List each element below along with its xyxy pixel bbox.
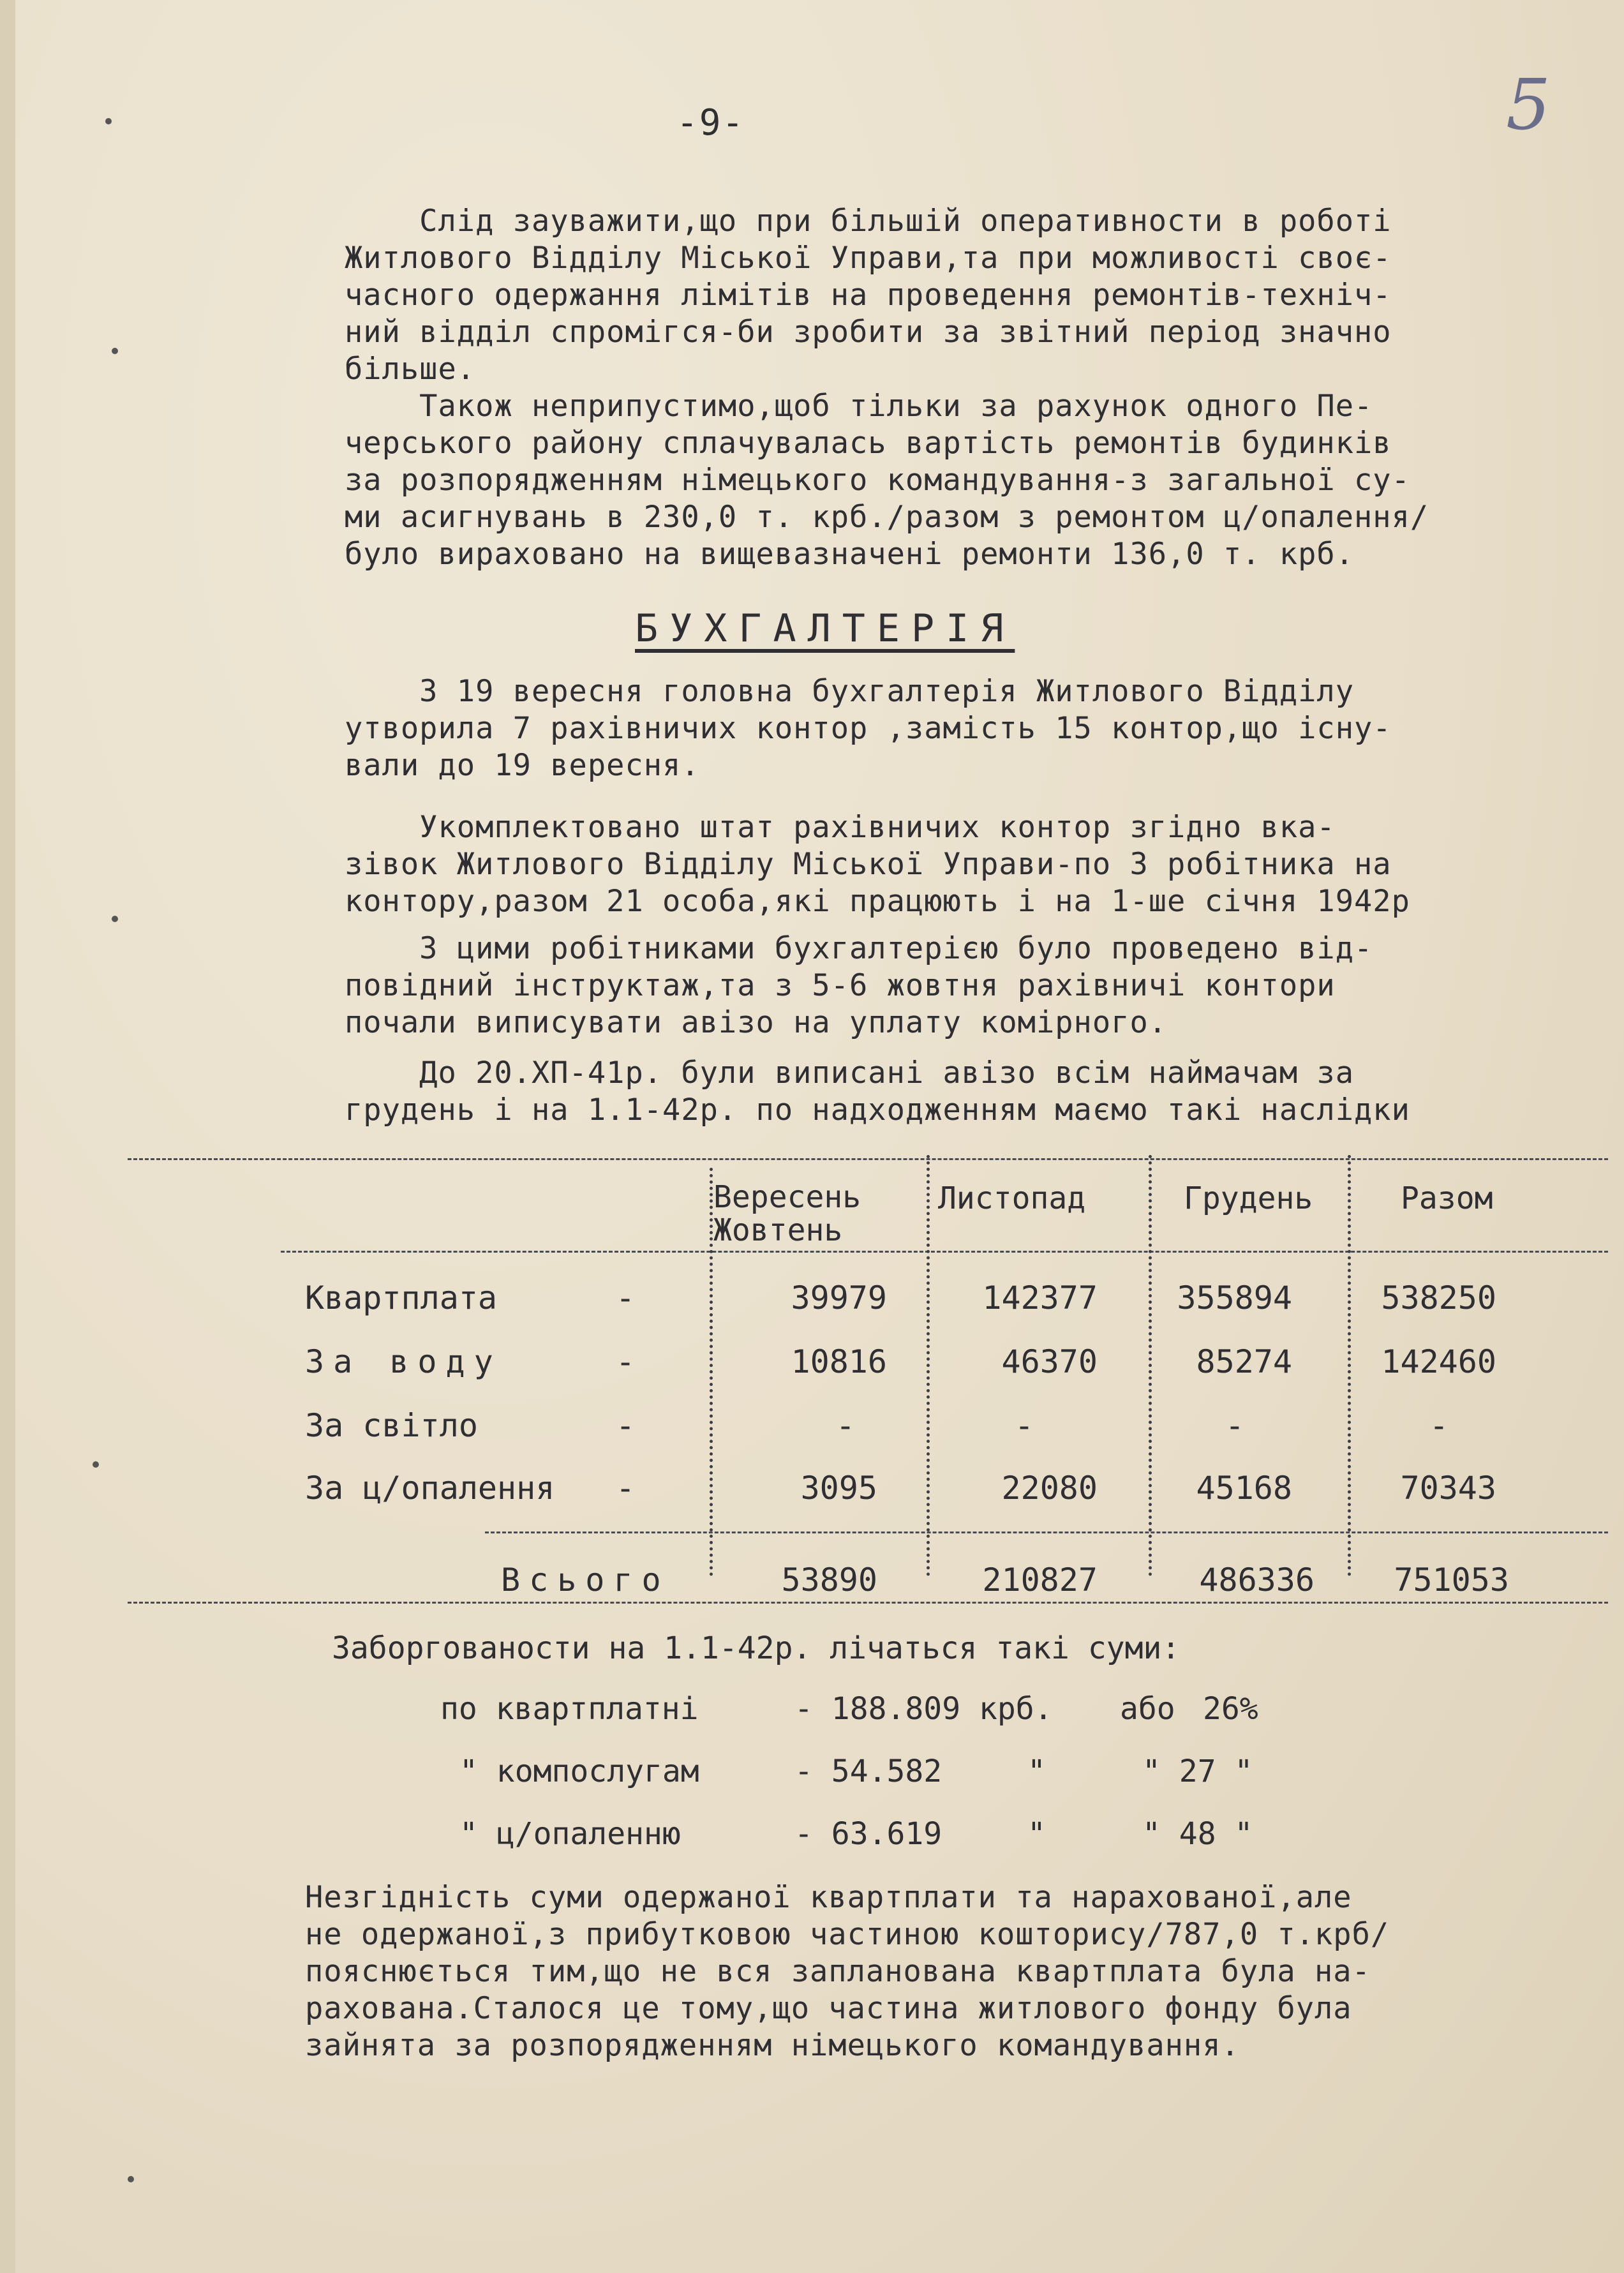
debt-amount: - 63.619: [794, 1816, 942, 1852]
table-cell: 355894: [1177, 1279, 1292, 1316]
mark-dot: [105, 118, 112, 124]
table-header-sep-oct: Вересень Жовтень: [713, 1179, 861, 1248]
debt-word: або: [1120, 1691, 1175, 1727]
table-cell: 46370: [1001, 1343, 1098, 1380]
table-column-divider: [710, 1168, 713, 1576]
debt-word: ": [1027, 1816, 1046, 1852]
table-header-dec: Грудень: [1184, 1181, 1313, 1216]
table-cell: 10816: [791, 1343, 887, 1380]
table-cell: 3095: [800, 1470, 877, 1507]
table-row-label: За світло: [305, 1407, 478, 1444]
table-rule-header: [281, 1251, 1608, 1253]
debt-pct: 26%: [1203, 1691, 1258, 1727]
mark-dot: [93, 1461, 99, 1468]
table-column-divider: [927, 1155, 930, 1576]
table-cell: 85274: [1196, 1343, 1292, 1380]
table-rule-sum: [485, 1531, 1608, 1533]
table-row-dash: -: [616, 1407, 636, 1444]
table-total-label: Всього: [501, 1561, 670, 1599]
mark-dot: [112, 348, 118, 354]
folio-number: 5: [1506, 64, 1551, 145]
section-heading: БУХГАЛТЕРІЯ: [635, 606, 1015, 651]
table-row-label: За ц/опалення: [305, 1470, 555, 1507]
table-cell: 22080: [1001, 1470, 1098, 1507]
table-cell: -: [835, 1407, 855, 1444]
table-column-divider: [1348, 1155, 1351, 1576]
table-row-dash: -: [616, 1470, 636, 1507]
table-row-label: За воду: [305, 1343, 502, 1380]
paragraph-6: До 20.ХП-41р. були виписані авізо всім наймачам за грудень і на 1.1-42р. по надходженням маємо такі наслідки: [345, 1055, 1410, 1128]
table-rule-bottom: [128, 1602, 1608, 1604]
table-cell: 142460: [1381, 1343, 1496, 1380]
debt-label: " компослугам: [459, 1754, 699, 1789]
closing-paragraph: Незгідність суми одержаної квартплати та нарахованої,але не одержаної,з прибутковою частиною кошторису/787,0 т.крб/ пояснюється тим,що не вся запланована квартплата була на- рахована.Сталося це тому,що частина житлового фонду була зайнята за розпорядженням німецького командування.: [305, 1880, 1390, 2063]
table-cell: 45168: [1196, 1470, 1292, 1507]
table-cell: 70343: [1400, 1470, 1496, 1507]
debt-pct: " 48 ": [1142, 1816, 1253, 1852]
table-header-nov: Листопад: [938, 1181, 1086, 1216]
debt-amount: - 54.582: [794, 1754, 942, 1789]
debts-intro: Заборгованости на 1.1-42р. лічаться такі суми:: [332, 1630, 1181, 1666]
debt-label: по квартплатні: [440, 1691, 699, 1727]
table-rule-top: [128, 1158, 1608, 1160]
paragraph-1: Слід зауважити,що при більшій оперативности в роботі Житлового Відділу Міської Управи,та при можливості своє- часного одержання лімітів на проведення ремонтів-техніч- ний відділ спромігся-би зробити за звітний період значно більше.: [345, 204, 1392, 387]
paragraph-2: Також неприпустимо,щоб тільки за рахунок одного Пе- черського району сплачувалась вартість ремонтів будинків за розпорядженням німецького командування-з загальної су- ми асигнувань в 230,0 т. крб./разом з ремонтом ц/опалення/ було вираховано на вищевазначені ремонти 136,0 т. крб.: [345, 389, 1429, 572]
table-total-cell: 53890: [781, 1561, 877, 1599]
debt-label: " ц/опаленню: [459, 1816, 681, 1852]
debt-pct: " 27 ": [1142, 1754, 1253, 1789]
table-total-cell: 751053: [1394, 1561, 1509, 1599]
table-total-cell: 486336: [1199, 1561, 1315, 1599]
paragraph-3: З 19 вересня головна бухгалтерія Житлового Відділу утворила 7 рахівничих контор ,замість 15 контор,що існу- вали до 19 вересня.: [345, 674, 1392, 783]
table-cell: -: [1014, 1407, 1034, 1444]
mark-dot: [128, 2176, 134, 2182]
table-row-dash: -: [616, 1343, 636, 1380]
table-row-label: Квартплата: [305, 1279, 498, 1316]
debt-amount: - 188.809 крб.: [794, 1691, 1053, 1727]
table-cell: -: [1429, 1407, 1449, 1444]
paragraph-5: З цими робітниками бухгалтерією було проведено від- повідний інструктаж,та з 5-6 жовтня рахівничі контори почали виписувати авізо на уплату комірного.: [345, 931, 1373, 1040]
page-edge: [0, 0, 15, 2273]
page-number: -9-: [676, 102, 745, 144]
table-cell: 538250: [1381, 1279, 1496, 1316]
paragraph-4: Укомплектовано штат рахівничих контор згідно вка- зівок Житлового Відділу Міської Управи-по 3 робітника на контору,разом 21 особа,які працюють і на 1-ше січня 1942р: [345, 810, 1410, 919]
table-total-cell: 210827: [982, 1561, 1098, 1599]
table-cell: 39979: [791, 1279, 887, 1316]
table-cell: -: [1225, 1407, 1244, 1444]
table-cell: 142377: [982, 1279, 1098, 1316]
mark-dot: [112, 916, 118, 922]
debt-word: ": [1027, 1754, 1046, 1789]
table-header-total: Разом: [1401, 1181, 1493, 1216]
table-row-dash: -: [616, 1279, 636, 1316]
